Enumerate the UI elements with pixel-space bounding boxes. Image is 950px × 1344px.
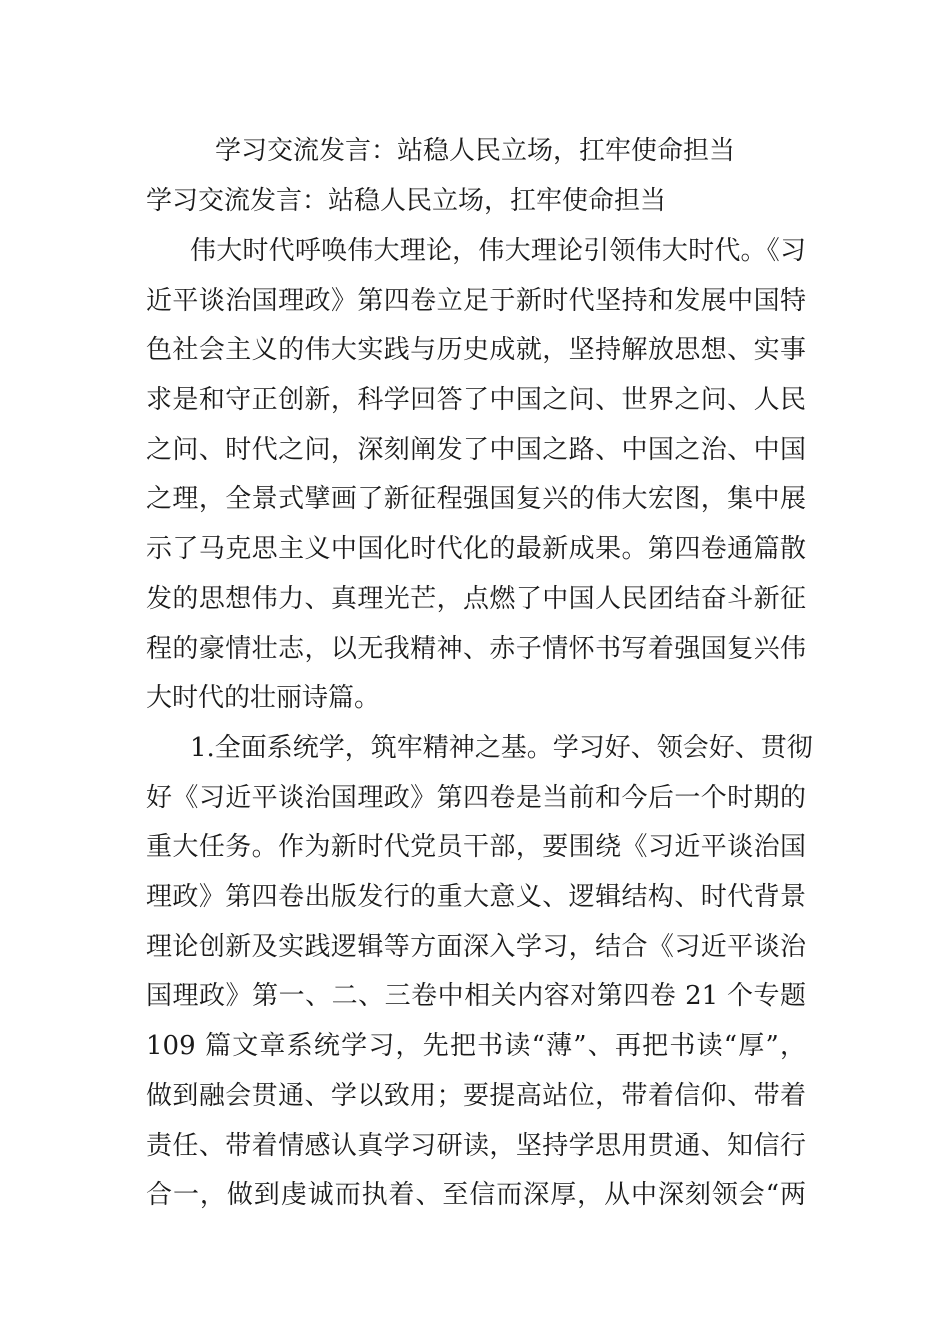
paragraph-line: 重大任务。作为新时代党员干部，要围绕《习近平谈治国 <box>146 832 806 863</box>
paragraph-line: 1.全面系统学，筑牢精神之基。学习好、领会好、贯彻 <box>190 733 813 763</box>
paragraph-line: 理政》第四卷出版发行的重大意义、逻辑结构、时代背景 <box>146 882 806 913</box>
paragraph-section-1 <box>146 724 813 1221</box>
paragraph-line: 色社会主义的伟大实践与历史成就，坚持解放思想、实事 <box>146 335 806 366</box>
paragraph-line: 之理，全景式擘画了新征程强国复兴的伟大宏图，集中展 <box>146 484 806 515</box>
paragraph-line: 国理政》第一、二、三卷中相关内容对第四卷 21 个专题 <box>146 981 806 1012</box>
paragraph-line: 近平谈治国理政》第四卷立足于新时代坚持和发展中国特 <box>146 285 806 316</box>
paragraph-line: 合一，做到虔诚而执着、至信而深厚，从中深刻领会“两 <box>146 1180 806 1211</box>
paragraph-line: 示了马克思主义中国化时代化的最新成果。第四卷通篇散 <box>146 534 806 565</box>
document-title: 学习交流发言：站稳人民立场，扛牢使命担当 <box>214 136 735 166</box>
paragraph-line: 大时代的壮丽诗篇。 <box>146 683 381 714</box>
paragraph-line: 好《习近平谈治国理政》第四卷是当前和今后一个时期的 <box>146 782 806 813</box>
paragraph-line: 程的豪情壮志，以无我精神、赤子情怀书写着强国复兴伟 <box>146 633 806 664</box>
paragraph-line: 理论创新及实践逻辑等方面深入学习，结合《习近平谈治 <box>146 931 806 962</box>
document-subtitle: 学习交流发言：站稳人民立场，扛牢使命担当 <box>146 186 667 216</box>
paragraph-line: 责任、带着情感认真学习研读，坚持学思用贯通、知信行 <box>146 1130 806 1161</box>
paragraph-line: 发的思想伟力、真理光芒，点燃了中国人民团结奋斗新征 <box>146 583 806 614</box>
paragraph-line: 伟大时代呼唤伟大理论，伟大理论引领伟大时代。《习 <box>190 236 806 266</box>
paragraph-intro <box>146 227 806 724</box>
paragraph-line: 求是和守正创新，科学回答了中国之问、世界之问、人民 <box>146 385 806 416</box>
paragraph-line: 109 篇文章系统学习，先把书读“薄”、再把书读“厚”， <box>146 1031 806 1062</box>
paragraph-line: 之问、时代之问，深刻阐发了中国之路、中国之治、中国 <box>146 434 806 465</box>
paragraph-line: 做到融会贯通、学以致用；要提高站位，带着信仰、带着 <box>146 1080 806 1111</box>
